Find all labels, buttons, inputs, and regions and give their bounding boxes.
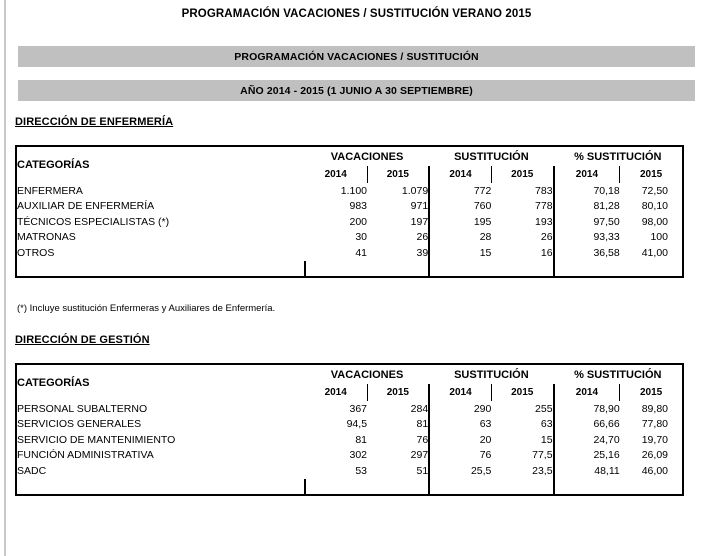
header-group-vacaciones: VACACIONES bbox=[330, 368, 404, 381]
spacer-cell bbox=[491, 479, 553, 495]
cell-pct-2015: 77,80 bbox=[641, 418, 668, 431]
cell-vacaciones-2015: 81 bbox=[367, 417, 429, 433]
header-year-sustitucion-2014: 2014 bbox=[429, 166, 491, 183]
table-row bbox=[16, 401, 683, 417]
cell-vacaciones-2015: 197 bbox=[367, 214, 429, 230]
cell-sustitucion-2015: 16 bbox=[491, 245, 553, 261]
banner-programacion bbox=[18, 46, 695, 67]
cell-pct-2014: 24,70 bbox=[593, 433, 620, 446]
cell-sustitucion-2014: 28 bbox=[479, 231, 492, 244]
cell-pct-2015: 19,70 bbox=[641, 433, 668, 446]
cell-pct-2014: 78,90 bbox=[593, 402, 620, 415]
cell-pct-2015: 72,50 bbox=[641, 184, 668, 197]
cell-sustitucion-2014: 20 bbox=[479, 433, 492, 446]
cell-vacaciones-2015: 297 bbox=[367, 448, 429, 464]
table-body-gestion bbox=[16, 401, 683, 495]
cell-vacaciones-2014: 367 bbox=[349, 402, 368, 415]
table-body-enfermeria bbox=[16, 183, 683, 277]
cell-vacaciones-2014: 53 bbox=[355, 464, 368, 477]
cell-pct-2015: 41,00 bbox=[641, 246, 668, 259]
cell-pct-2015: 98,00 bbox=[641, 215, 668, 228]
cell-vacaciones-2015: 39 bbox=[367, 245, 429, 261]
cell-vacaciones-2015: 1.079 bbox=[367, 183, 429, 199]
row-category: MATRONAS bbox=[17, 231, 76, 244]
cell-pct-2015: 80,10 bbox=[641, 200, 668, 213]
cell-pct-2014: 48,11 bbox=[594, 464, 620, 477]
header-year-vacaciones-2014: 2014 bbox=[305, 384, 367, 401]
cell-sustitucion-2014: 772 bbox=[473, 184, 492, 197]
row-category: TÉCNICOS ESPECIALISTAS (*) bbox=[17, 215, 170, 228]
cell-pct-2015: 46,00 bbox=[641, 464, 668, 477]
cell-vacaciones-2014: 41 bbox=[355, 246, 368, 259]
table-row bbox=[16, 245, 683, 261]
table-row bbox=[16, 230, 683, 246]
header-categorias: CATEGORÍAS bbox=[17, 377, 90, 389]
header-categorias: CATEGORÍAS bbox=[17, 159, 90, 171]
row-category: SERVICIOS GENERALES bbox=[17, 418, 142, 431]
table-header-group-row bbox=[16, 146, 683, 166]
table-enfermeria bbox=[15, 145, 684, 278]
cell-pct-2015: 26,09 bbox=[641, 449, 668, 462]
cell-sustitucion-2014: 195 bbox=[473, 215, 492, 228]
spacer-cell bbox=[305, 261, 367, 277]
spacer-cell bbox=[367, 261, 429, 277]
cell-pct-2014: 36,58 bbox=[593, 246, 620, 259]
table-header-group-row bbox=[16, 364, 683, 384]
banner-periodo-label: AÑO 2014 - 2015 (1 JUNIO A 30 SEPTIEMBRE) bbox=[240, 84, 473, 97]
row-category: PERSONAL SUBALTERNO bbox=[17, 402, 148, 415]
cell-vacaciones-2014: 30 bbox=[355, 231, 368, 244]
cell-vacaciones-2015: 26 bbox=[367, 230, 429, 246]
spacer-cell bbox=[620, 479, 683, 495]
spacer-cell bbox=[429, 479, 491, 495]
cell-pct-2014: 93,33 bbox=[593, 231, 620, 244]
spacer-category bbox=[16, 261, 305, 277]
banner-programacion-label: PROGRAMACIÓN VACACIONES / SUSTITUCIÓN bbox=[234, 50, 479, 63]
cell-sustitucion-2014: 25,5 bbox=[470, 464, 492, 477]
header-group-pct-sustitucion: % SUSTITUCIÓN bbox=[574, 368, 662, 381]
footnote-tecnicos: (*) Incluye sustitución Enfermeras y Auxiliares de Enfermería. bbox=[17, 303, 276, 314]
cell-sustitucion-2014: 76 bbox=[479, 449, 492, 462]
header-year-pct-2014: 2014 bbox=[554, 384, 620, 401]
cell-sustitucion-2015: 77,5 bbox=[491, 448, 553, 464]
cell-sustitucion-2014: 15 bbox=[479, 246, 492, 259]
section-title-enfermeria: DIRECCIÓN DE ENFERMERÍA bbox=[15, 116, 174, 128]
header-group-sustitucion: SUSTITUCIÓN bbox=[454, 150, 529, 163]
cell-sustitucion-2015: 783 bbox=[491, 183, 553, 199]
table-row bbox=[16, 448, 683, 464]
spacer-cell bbox=[429, 261, 491, 277]
table-row bbox=[16, 417, 683, 433]
spacer-cell bbox=[305, 479, 367, 495]
table-gestion bbox=[15, 363, 684, 496]
header-year-sustitucion-2015: 2015 bbox=[491, 384, 553, 401]
banner-periodo bbox=[18, 80, 695, 101]
cell-sustitucion-2015: 23,5 bbox=[491, 463, 553, 479]
spacer-cell bbox=[620, 261, 683, 277]
spacer-cell bbox=[554, 479, 620, 495]
header-year-sustitucion-2015: 2015 bbox=[491, 166, 553, 183]
cell-pct-2014: 66,66 bbox=[593, 418, 620, 431]
header-year-vacaciones-2015: 2015 bbox=[367, 384, 429, 401]
header-year-vacaciones-2014: 2014 bbox=[305, 166, 367, 183]
cell-vacaciones-2015: 971 bbox=[367, 199, 429, 215]
cell-vacaciones-2014: 81 bbox=[355, 433, 368, 446]
spacer-cell bbox=[491, 261, 553, 277]
cell-vacaciones-2014: 302 bbox=[349, 449, 368, 462]
cell-vacaciones-2014: 200 bbox=[349, 215, 368, 228]
table-spacer-row bbox=[16, 479, 683, 495]
cell-vacaciones-2014: 94,5 bbox=[346, 418, 368, 431]
cell-vacaciones-2014: 983 bbox=[349, 200, 368, 213]
table-row bbox=[16, 432, 683, 448]
table-row bbox=[16, 183, 683, 199]
cell-sustitucion-2015: 26 bbox=[491, 230, 553, 246]
cell-sustitucion-2015: 63 bbox=[491, 417, 553, 433]
row-category: OTROS bbox=[17, 246, 55, 259]
cell-pct-2014: 81,28 bbox=[593, 200, 620, 213]
cell-pct-2014: 97,50 bbox=[593, 215, 620, 228]
table-spacer-row bbox=[16, 261, 683, 277]
cell-sustitucion-2015: 193 bbox=[491, 214, 553, 230]
cell-vacaciones-2014: 1.100 bbox=[340, 184, 368, 197]
section-title-gestion: DIRECCIÓN DE GESTIÓN bbox=[15, 334, 150, 346]
header-year-pct-2015: 2015 bbox=[639, 387, 663, 398]
cell-vacaciones-2015: 51 bbox=[367, 463, 429, 479]
row-category: ENFERMERA bbox=[17, 184, 83, 197]
table-row bbox=[16, 214, 683, 230]
cell-sustitucion-2014: 63 bbox=[479, 418, 492, 431]
cell-sustitucion-2015: 255 bbox=[491, 401, 553, 417]
row-category: FUNCIÓN ADMINISTRATIVA bbox=[17, 449, 154, 462]
cell-vacaciones-2015: 284 bbox=[367, 401, 429, 417]
row-category: SERVICIO DE MANTENIMIENTO bbox=[17, 433, 176, 446]
cell-pct-2014: 25,16 bbox=[593, 449, 620, 462]
row-category: AUXILIAR DE ENFERMERÍA bbox=[17, 200, 155, 213]
spacer-cell bbox=[367, 479, 429, 495]
cell-vacaciones-2015: 76 bbox=[367, 432, 429, 448]
page-title: PROGRAMACIÓN VACACIONES / SUSTITUCIÓN VERANO 2015 bbox=[181, 8, 532, 20]
cell-sustitucion-2015: 15 bbox=[491, 432, 553, 448]
header-year-pct-2014: 2014 bbox=[554, 166, 620, 183]
cell-pct-2015: 89,80 bbox=[641, 402, 668, 415]
cell-pct-2015: 100 bbox=[650, 231, 668, 244]
header-group-pct-sustitucion: % SUSTITUCIÓN bbox=[574, 150, 662, 163]
header-year-pct-2015: 2015 bbox=[639, 169, 663, 180]
header-group-sustitucion: SUSTITUCIÓN bbox=[454, 368, 529, 381]
cell-sustitucion-2015: 778 bbox=[491, 199, 553, 215]
spacer-cell bbox=[554, 261, 620, 277]
cell-sustitucion-2014: 290 bbox=[473, 402, 492, 415]
cell-pct-2014: 70,18 bbox=[593, 184, 620, 197]
row-category: SADC bbox=[17, 464, 47, 477]
header-year-vacaciones-2015: 2015 bbox=[367, 166, 429, 183]
cell-sustitucion-2014: 760 bbox=[473, 200, 492, 213]
spacer-category bbox=[16, 479, 305, 495]
header-year-sustitucion-2014: 2014 bbox=[429, 384, 491, 401]
table-row bbox=[16, 463, 683, 479]
table-row bbox=[16, 199, 683, 215]
header-group-vacaciones: VACACIONES bbox=[330, 150, 404, 163]
